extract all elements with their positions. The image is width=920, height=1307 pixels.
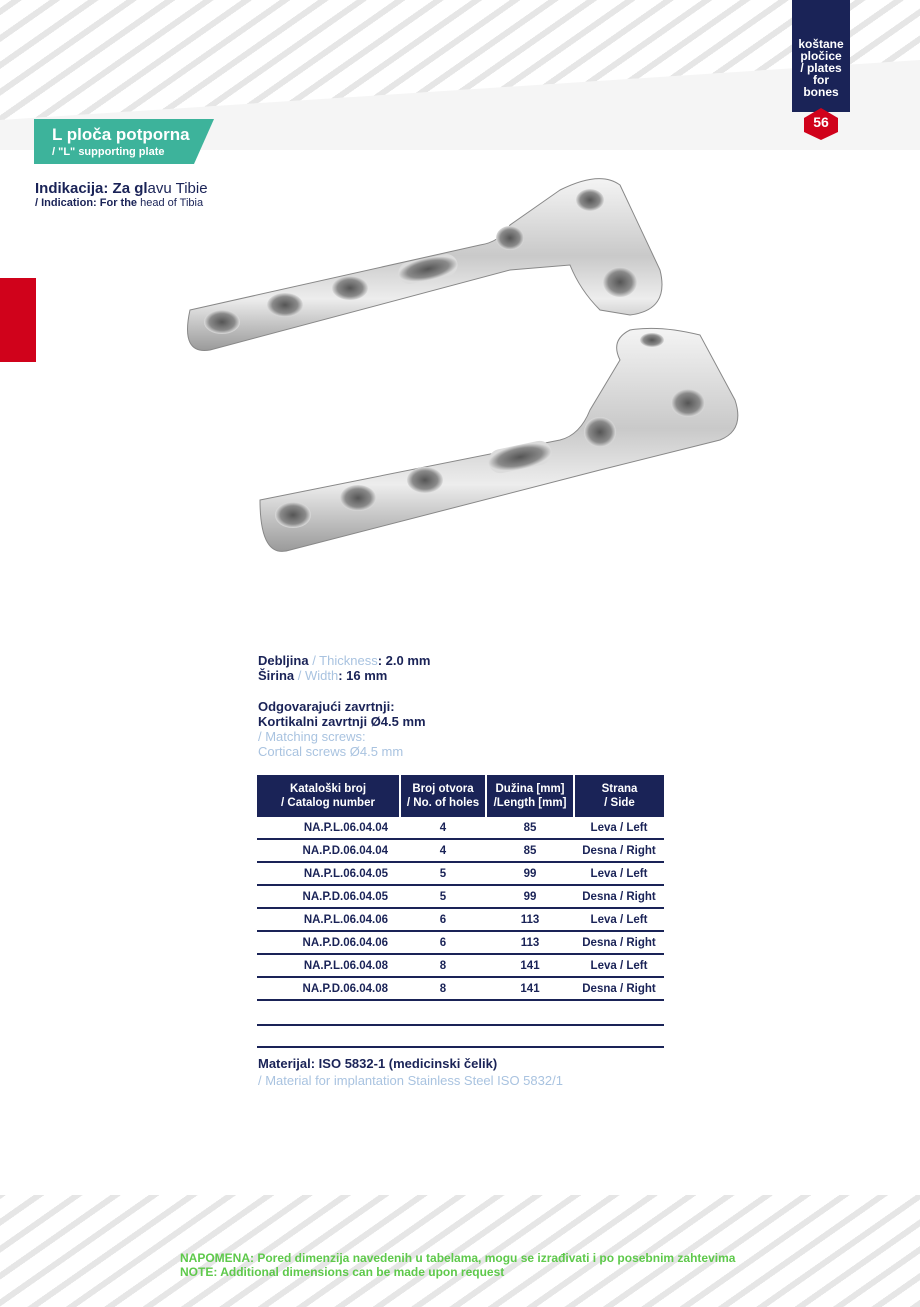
- cell-length: 113: [486, 931, 574, 954]
- cell-holes: 8: [400, 954, 486, 977]
- header-catalog-number: Kataloški broj / Catalog number: [257, 775, 400, 817]
- indication-light: avu Tibie: [147, 180, 208, 197]
- width-label: Širina: [258, 668, 295, 683]
- cell-holes: 4: [400, 817, 486, 839]
- side-accent-bar: [0, 278, 36, 362]
- thickness-label-en: / Thickness: [308, 653, 378, 668]
- table-row: [257, 908, 664, 931]
- footer-note-sr: NAPOMENA: Pored dimenzija navedenih u tabelama, mogu se izrađivati i po posebnim zahtevima: [180, 1251, 736, 1265]
- cell-side: Leva / Left: [574, 954, 664, 977]
- thickness-value: : 2.0 mm: [377, 653, 431, 668]
- thickness-spec: [258, 653, 430, 668]
- cell-side: Leva / Left: [574, 862, 664, 885]
- indication-en-light: head of Tibia: [140, 197, 204, 209]
- table-divider-1: [257, 1024, 664, 1026]
- cell-catalog: NA.P.L.06.04.05: [257, 862, 400, 885]
- table-row: [257, 931, 664, 954]
- corner-line-2: pločice: [800, 49, 842, 63]
- screws-label: Odgovarajući zavrtnji:: [258, 699, 395, 714]
- cell-catalog: NA.P.L.06.04.06: [257, 908, 400, 931]
- cell-side: Desna / Right: [574, 977, 664, 1000]
- cell-catalog: NA.P.D.06.04.05: [257, 885, 400, 908]
- header-length: Dužina [mm] /Length [mm]: [486, 775, 574, 817]
- footer-note-en: NOTE: Additional dimensions can be made upon request: [180, 1265, 505, 1279]
- cell-side: Desna / Right: [574, 931, 664, 954]
- cell-length: 99: [486, 885, 574, 908]
- cell-side: Desna / Right: [574, 885, 664, 908]
- table-row: [257, 885, 664, 908]
- thickness-label: Debljina: [258, 653, 309, 668]
- page-title: L ploča potporna: [52, 125, 190, 144]
- corner-line-5: bones: [803, 85, 839, 99]
- cell-holes: 4: [400, 839, 486, 862]
- screws-value-en: Cortical screws Ø4.5 mm: [258, 744, 404, 759]
- cell-length: 99: [486, 862, 574, 885]
- corner-category-label: [792, 38, 850, 98]
- header-side: Strana / Side: [574, 775, 664, 817]
- corner-line-3: / plates: [800, 61, 842, 75]
- screws-value: Kortikalni zavrtnji Ø4.5 mm: [258, 714, 426, 729]
- indication-en-line: [35, 197, 203, 209]
- header-holes: Broj otvora / No. of holes: [400, 775, 486, 817]
- cell-length: 113: [486, 908, 574, 931]
- cell-side: Desna / Right: [574, 839, 664, 862]
- table-row: [257, 839, 664, 862]
- cell-catalog: NA.P.D.06.04.06: [257, 931, 400, 954]
- cell-holes: 6: [400, 908, 486, 931]
- cell-holes: 8: [400, 977, 486, 1000]
- table-row: [257, 862, 664, 885]
- table-divider-2: [257, 1046, 664, 1048]
- corner-line-1: koštane: [798, 37, 844, 51]
- cell-holes: 5: [400, 885, 486, 908]
- table-header-row: [257, 775, 664, 817]
- cell-length: 85: [486, 839, 574, 862]
- plate-right-body: [260, 328, 738, 551]
- screws-label-en: / Matching screws:: [258, 729, 366, 744]
- width-spec: [258, 668, 387, 683]
- width-label-en: / Width: [294, 668, 339, 683]
- width-value: : 16 mm: [338, 668, 388, 683]
- indication-en-bold: / Indication: For the: [35, 197, 141, 209]
- cell-catalog: NA.P.L.06.04.08: [257, 954, 400, 977]
- table-row: [257, 977, 664, 1000]
- page-subtitle: / "L" supporting plate: [52, 146, 165, 158]
- cell-length: 85: [486, 817, 574, 839]
- cell-holes: 5: [400, 862, 486, 885]
- material-label-en: / Material for implantation Stainless Steel ISO 5832/1: [258, 1073, 563, 1088]
- cell-catalog: NA.P.L.06.04.04: [257, 817, 400, 839]
- page-number: 56: [813, 114, 829, 130]
- l-plate-illustration: [180, 170, 760, 610]
- catalog-table: [257, 775, 664, 1001]
- table-row: [257, 954, 664, 977]
- cell-side: Leva / Left: [574, 908, 664, 931]
- corner-line-4: for: [813, 73, 829, 87]
- material-label: Materijal: ISO 5832-1 (medicinski čelik): [258, 1056, 498, 1071]
- indication-bold: Indikacija: Za gl: [35, 180, 148, 197]
- cell-catalog: NA.P.D.06.04.08: [257, 977, 400, 1000]
- cell-catalog: NA.P.D.06.04.04: [257, 839, 400, 862]
- table-row: [257, 817, 664, 839]
- cell-length: 141: [486, 977, 574, 1000]
- cell-length: 141: [486, 954, 574, 977]
- cell-side: Leva / Left: [574, 817, 664, 839]
- cell-holes: 6: [400, 931, 486, 954]
